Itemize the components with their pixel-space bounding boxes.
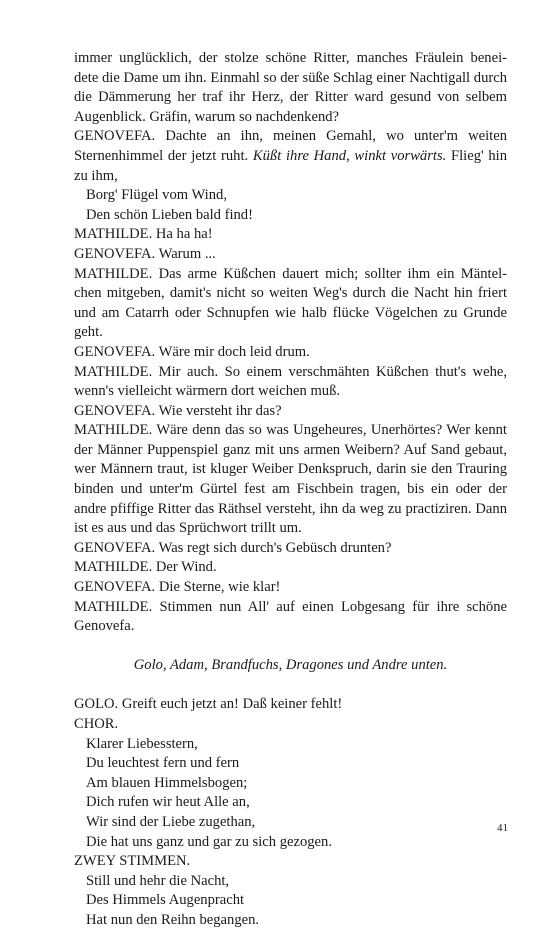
text-line: bis ein oder der andre pfiffige Ritter das Räthsel versteht, ihn da weg [74,481,507,517]
speech-genovefa [74,127,507,186]
text-line: Grunde geht. [74,304,508,341]
text-line: hin zu ihm, [74,147,507,184]
speech-line: GENOVEFA. Was regt sich durch's Gebüsch drunten? [74,539,392,556]
verse-line: Des Himmels Augenpracht [86,892,245,909]
speech-line: MATHILDE. Ha ha ha! [74,226,213,243]
text-line: chen mitgeben, damit's nicht so weiten Weg's durch die Nacht hin [74,285,473,302]
stage-direction-centered: Golo, Adam, Brandfuchs, Dragones und Andre unten. [133,656,448,673]
stage-direction: Küßt ihre Hand, winkt vorwärts. [252,147,447,164]
text-line: durch die Dämmerung her traf ihr Herz, der Ritter ward gesund von [74,69,507,106]
verse-line: Still und hehr die Nacht, [86,872,230,889]
text-line: immer unglücklich, der stolze schöne Ritter, manches Fräulein benei- [74,50,507,66]
speech-line: GENOVEFA. Die Sterne, wie klar! [74,579,281,596]
verse-line: Hat nun den Reihn begangen. [86,911,260,928]
verse-line: Borg' Flügel vom Wind, [86,187,227,204]
text-line: GENOVEFA. Dachte an ihn, meinen Gemahl, wo unter'm weiten [74,128,507,145]
text-line: sie den Trauring binden und unter'm Gürtel fest am Fischbein tragen, [74,461,507,498]
text-line: Sternenhimmel der jetzt ruht. [74,147,253,164]
text-line: MATHILDE. Mir auch. So einem verschmähten Küßchen thut's wehe, [74,363,507,380]
speech-line: MATHILDE. Der Wind. [74,559,217,576]
verse-line: Klarer Liebesstern, [86,735,198,752]
text-line: MATHILDE. Das arme Küßchen dauert mich; sollter ihm ein Mäntel- [74,265,507,282]
verse-line: Du leuchtest fern und fern [86,755,240,772]
speech-line: GENOVEFA. Wäre mir doch leid drum. [74,343,310,360]
text-line: friert und am Catarrh oder Schnupfen wie halb flücke Vögelchen zu [74,285,507,321]
text-line: selbem Augenblick. Gräfin, warum so nachdenkend? [74,89,507,125]
text-line: Sand gebaut, wer Männern traut, ist kluger Weiber Denkspruch, darin [74,441,507,478]
speaker-label: CHOR. [74,716,119,732]
speech-line: GENOVEFA. Wie versteht ihr das? [74,402,282,419]
page-text [74,49,507,931]
speech-mathilde [74,265,507,343]
text-line: MATHILDE. Wäre denn das so was Ungeheures, Unerhörtes? Wer [74,422,471,439]
verse-line: Den schön Lieben bald find! [86,206,253,223]
text-line: dete die Dame um ihn. Einmahl so der süße Schlag einer Nachtigall [74,69,471,86]
speech-line: GENOVEFA. Warum ... [74,245,216,262]
speech-mathilde [74,598,507,637]
text-line: kennt der Männer Puppenspiel ganz mit uns armen Weibern? Auf [74,422,507,458]
speaker-label: ZWEY STIMMEN. [74,853,191,870]
speech-mathilde [74,421,507,539]
speech-line: GOLO. Greift euch jetzt an! Daß keiner fehlt! [74,696,343,713]
text-line: wenn's vielleicht wärmern dort weichen muß. [74,383,341,400]
verse-line: Am blauen Himmelsbogen; [86,774,248,791]
text-line: MATHILDE. Stimmen nun All' auf einen Lobgesang für ihre schöne [74,598,507,615]
verse-line: Die hat uns ganz und gar zu sich gezogen. [86,833,332,850]
verse-line: Wir sind der Liebe zugethan, [86,813,256,830]
text-line: zu practiziren. Dann ist es aus und das Sprüchwort trillt um. [74,500,507,537]
text-line: Genovefa. [74,618,135,635]
page-number: 41 [497,822,508,834]
speech-mathilde [74,363,507,402]
paragraph-narration [74,49,507,127]
text-line: Flieg' [446,147,484,164]
verse-line: Dich rufen wir heut Alle an, [86,794,250,811]
